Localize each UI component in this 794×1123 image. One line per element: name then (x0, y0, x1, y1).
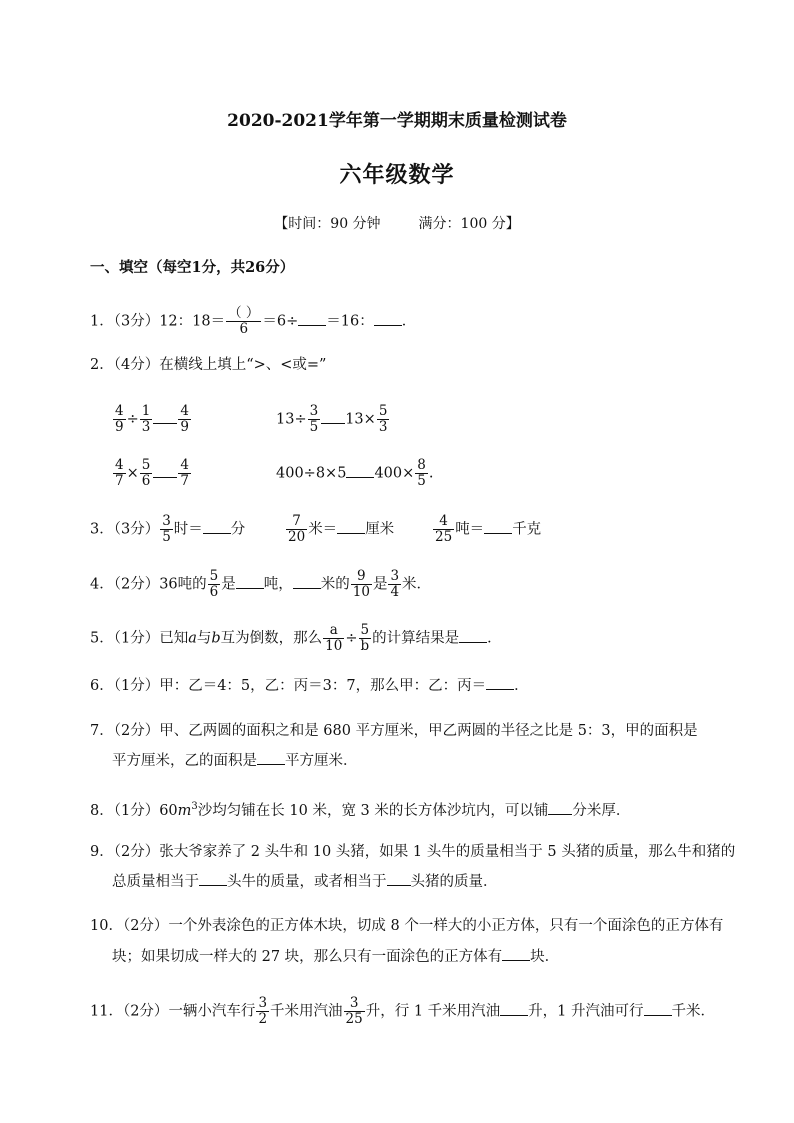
fraction (344, 996, 365, 1027)
q9-text: 总质量相当于 (112, 874, 199, 890)
unit-text: 分 (230, 521, 246, 538)
answer-blank[interactable] (236, 576, 264, 589)
fraction (323, 623, 344, 654)
fraction (308, 404, 321, 435)
fraction (113, 404, 126, 435)
denominator: 9 (180, 419, 189, 435)
q1-number: 1．（3分） (90, 313, 160, 330)
denominator: 7 (180, 473, 189, 489)
q4-text: 吨， (263, 576, 293, 593)
unit-text: 千克 (512, 521, 542, 538)
unit-text: 米＝ (308, 521, 338, 538)
variable-b: b (211, 630, 221, 647)
denominator: 10 (325, 638, 343, 654)
denominator: 6 (141, 473, 151, 489)
fraction (377, 404, 390, 435)
answer-blank[interactable] (644, 1003, 672, 1016)
fraction (415, 458, 428, 489)
fraction (178, 458, 191, 489)
q7-text: 平方厘米，乙的面积是 (112, 753, 257, 769)
q1-text-a: 12：18＝ (159, 313, 226, 330)
fraction (433, 514, 454, 545)
q11-text: 千米． (671, 1003, 716, 1020)
numerator: 5 (141, 457, 151, 473)
answer-blank[interactable] (548, 802, 572, 815)
full-score: 满分：100 分】 (418, 216, 520, 232)
answer-blank[interactable] (337, 521, 365, 534)
q11-text: 千米用汽油 (270, 1003, 343, 1020)
question-8 (90, 798, 630, 820)
q2-item-c (112, 458, 192, 489)
numerator: 3 (390, 568, 400, 584)
exam-title: 2020-2021学年第一学期期末质量检测试卷 (227, 111, 567, 131)
q8-unit: m (177, 802, 192, 819)
exam-info (0, 213, 794, 233)
q4-text: 米． (402, 576, 432, 593)
fraction (359, 623, 372, 654)
answer-blank[interactable] (203, 521, 231, 534)
denominator: 7 (115, 473, 124, 489)
answer-blank[interactable] (298, 313, 326, 326)
answer-blank[interactable] (502, 948, 530, 961)
numerator: 4 (433, 514, 454, 530)
denominator: 5 (417, 473, 426, 489)
q5-number: 5．（1分） (90, 630, 160, 647)
fraction (351, 569, 372, 600)
answer-blank[interactable] (374, 313, 402, 326)
denominator: 20 (288, 529, 306, 545)
answer-blank[interactable] (199, 873, 227, 886)
fraction (388, 569, 401, 600)
answer-blank[interactable] (153, 411, 177, 424)
q4-text: 36吨的 (159, 576, 207, 593)
q9-text: 头牛的质量，或者相当于 (227, 874, 387, 890)
question-1 (90, 306, 416, 337)
denominator: 9 (115, 419, 124, 435)
fraction (286, 514, 307, 545)
answer-blank[interactable] (500, 1003, 528, 1016)
variable-a: a (188, 630, 197, 647)
q1-period: ． (401, 313, 417, 330)
denominator: 25 (435, 529, 453, 545)
q1-fraction-den: 6 (239, 321, 249, 337)
question-6 (90, 677, 529, 695)
question-9-line-1: 9．（2分）张大爷家养了 2 头牛和 10 头猪，如果 1 头牛的质量相当于 5 头猪的质量，那么牛和猪的 (90, 844, 736, 860)
q8-text: 分米厚． (572, 802, 631, 819)
denominator: 2 (258, 1011, 268, 1027)
unit-text: 吨＝ (455, 521, 485, 538)
numerator: 8 (417, 457, 426, 473)
section-heading: 一、填空（每空1分，共26分） (90, 259, 295, 276)
answer-blank[interactable] (153, 465, 177, 478)
numerator: 9 (351, 569, 372, 585)
numerator: 3 (309, 403, 319, 419)
period: ． (487, 630, 502, 647)
period: ． (514, 678, 529, 694)
question-10-line-2 (112, 948, 559, 966)
numerator: 4 (115, 457, 124, 473)
question-4 (90, 569, 431, 600)
fraction (140, 458, 153, 489)
fraction (178, 404, 191, 435)
denominator: 10 (352, 584, 370, 600)
numerator: 1 (141, 403, 151, 419)
q11-text: 一辆小汽车行 (168, 1003, 256, 1020)
question-2: 2．（4分）在横线上填上“>、<或=” (90, 357, 327, 373)
question-5 (90, 623, 502, 654)
denominator: 25 (345, 1011, 363, 1027)
q1-text-d: ＝16： (326, 313, 374, 330)
question-3-b (285, 514, 394, 545)
answer-blank[interactable] (459, 630, 487, 643)
answer-blank[interactable] (257, 752, 285, 765)
denominator: 3 (378, 419, 388, 435)
q2-item-d (276, 458, 433, 489)
answer-blank[interactable] (293, 576, 321, 589)
numerator: 4 (180, 403, 189, 419)
q5-text: 互为倒数，那么 (220, 630, 323, 647)
question-10-line-1: 10．（2分）一个外表涂色的正方体木块，切成 8 个一样大的小正方体，只有一个面涂色的正方体有 (90, 918, 724, 934)
denominator: b (360, 638, 370, 654)
q7-text: 平方厘米． (285, 753, 358, 769)
numerator: 3 (258, 995, 268, 1011)
answer-blank[interactable] (346, 465, 374, 478)
q1-text-c: ＝6÷ (262, 313, 299, 330)
numerator: 3 (162, 513, 171, 529)
numerator: 7 (286, 514, 307, 530)
question-7-line-1: 7．（2分）甲、乙两圆的面积之和是 680 平方厘米，甲乙两圆的半径之比是 5：3，甲的面积是 (90, 723, 698, 739)
answer-blank[interactable] (484, 521, 512, 534)
q9-text: 头猪的质量． (410, 874, 498, 890)
operator: ÷ (345, 630, 358, 647)
fraction (113, 458, 126, 489)
answer-blank[interactable] (486, 677, 514, 690)
numerator: a (323, 623, 344, 639)
q11-text: 升，行 1 千米用汽油 (365, 1003, 501, 1020)
denominator: 5 (162, 529, 171, 545)
expression-text: 13÷ (276, 411, 307, 428)
q1-fraction (226, 306, 261, 337)
denominator: 4 (390, 584, 400, 600)
period: . (428, 465, 434, 482)
q8-text: 60 (159, 802, 178, 819)
q4-text: 是 (221, 576, 236, 593)
question-9-line-2 (112, 873, 498, 891)
q6-text: 6．（1分）甲：乙＝4：5，乙：丙＝3：7，那么甲：乙：丙＝ (90, 678, 487, 694)
numerator: 4 (180, 457, 189, 473)
q3-number: 3．（3分） (90, 521, 160, 538)
q5-text: 已知 (159, 630, 189, 647)
answer-blank[interactable] (321, 411, 345, 424)
expression-text: 400÷8×5 (276, 465, 347, 482)
q2-item-b (276, 404, 390, 435)
time-limit: 【时间：90 分钟 (274, 216, 381, 232)
fraction (160, 514, 173, 545)
operator: ÷ (126, 411, 139, 428)
operator: × (126, 465, 139, 482)
fraction (208, 569, 221, 600)
expression-text: 400× (374, 465, 415, 482)
numerator: 4 (115, 403, 124, 419)
q11-number: 11．（2分） (90, 1003, 169, 1020)
q8-number: 8．（1分） (90, 802, 160, 819)
q8-exponent: 3 (191, 801, 198, 812)
q11-text: 升，1 升汽油可行 (528, 1003, 644, 1020)
subject-title: 六年级数学 (339, 162, 455, 188)
question-3-c (432, 514, 541, 545)
q4-text: 是 (372, 576, 388, 593)
question-11 (90, 996, 715, 1027)
numerator: 3 (344, 996, 365, 1012)
fraction (256, 996, 269, 1027)
answer-blank[interactable] (387, 873, 411, 886)
q1-fraction-num: （ ） (228, 305, 260, 321)
numerator: 5 (359, 623, 372, 639)
unit-text: 时＝ (173, 521, 203, 538)
q2-item-a (112, 404, 192, 435)
q5-text: 与 (196, 630, 212, 647)
denominator: 3 (141, 419, 151, 435)
denominator: 5 (309, 419, 319, 435)
q10-text: 块． (530, 949, 560, 965)
numerator: 5 (378, 403, 388, 419)
expression-text: 13× (345, 411, 376, 428)
q8-text: 沙均匀铺在长 10 米，宽 3 米的长方体沙坑内，可以铺 (197, 802, 549, 819)
q10-text: 块；如果切成一样大的 27 块，那么只有一面涂色的正方体有 (112, 949, 503, 965)
q4-number: 4．（2分） (90, 576, 160, 593)
unit-text: 厘米 (365, 521, 395, 538)
question-3-a (90, 514, 245, 545)
q4-text: 米的 (320, 576, 350, 593)
fraction (140, 404, 153, 435)
question-7-line-2 (112, 752, 358, 770)
denominator: 6 (209, 584, 219, 600)
q5-text: 的计算结果是 (372, 630, 460, 647)
numerator: 5 (209, 568, 219, 584)
